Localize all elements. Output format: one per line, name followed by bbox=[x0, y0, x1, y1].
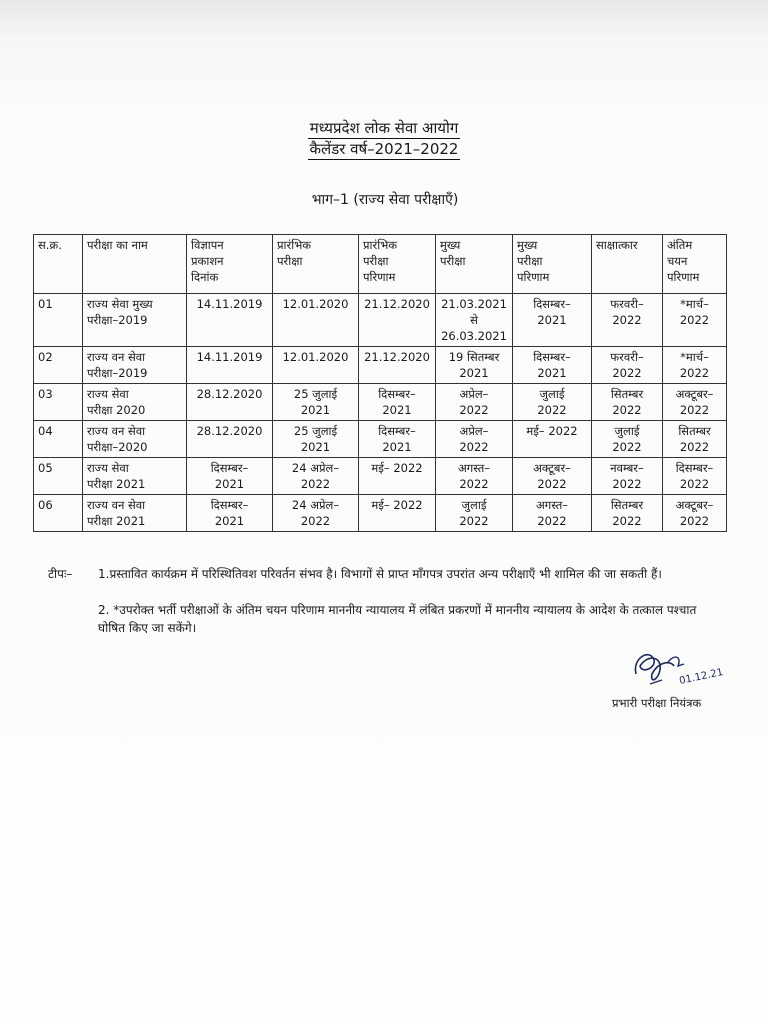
table-cell bbox=[436, 458, 513, 495]
table-cell bbox=[273, 421, 359, 458]
table-cell bbox=[273, 347, 359, 384]
table-cell bbox=[359, 294, 436, 347]
column-header-label: विज्ञापन प्रकाशन दिनांक bbox=[191, 238, 224, 284]
table-cell-text: दिसम्बर– 2021 bbox=[533, 350, 571, 380]
column-header-label: परीक्षा का नाम bbox=[87, 238, 148, 252]
table-cell bbox=[663, 458, 727, 495]
table-cell-text: 21.12.2020 bbox=[364, 350, 430, 364]
table-header-row bbox=[34, 235, 727, 294]
table-cell-text: सितम्बर 2022 bbox=[610, 387, 644, 417]
table-cell bbox=[592, 294, 663, 347]
table-cell-text: दिसम्बर– 2022 bbox=[675, 461, 714, 491]
table-cell bbox=[34, 384, 83, 421]
table-cell-text: 14.11.2019 bbox=[196, 350, 263, 364]
title-line-2: कैलेंडर वर्ष–2021–2022 bbox=[309, 140, 459, 158]
table-cell-text: मई– 2022 bbox=[371, 461, 423, 475]
table-cell-text: नवम्बर– 2022 bbox=[610, 461, 644, 491]
exam-calendar-table bbox=[33, 234, 727, 532]
table-cell-text: अक्टूबर– 2022 bbox=[533, 461, 571, 491]
table-cell bbox=[592, 421, 663, 458]
table-cell-text: 02 bbox=[38, 350, 53, 364]
table-cell bbox=[436, 347, 513, 384]
table-body bbox=[34, 294, 727, 532]
table-cell-text: फरवरी– 2022 bbox=[610, 297, 644, 327]
table-cell-text: राज्य सेवा परीक्षा 2021 bbox=[87, 461, 146, 491]
table-cell-text: 28.12.2020 bbox=[196, 424, 263, 438]
table-cell-text: 12.01.2020 bbox=[282, 297, 349, 311]
table-cell-text: मई– 2022 bbox=[371, 498, 423, 512]
table-cell bbox=[187, 294, 273, 347]
table-cell bbox=[83, 421, 187, 458]
table-cell bbox=[592, 384, 663, 421]
table-cell bbox=[663, 384, 727, 421]
table-cell bbox=[663, 495, 727, 532]
table-cell-text: 24 अप्रेल– 2022 bbox=[291, 461, 340, 491]
column-header-label: अंतिम चयन परिणाम bbox=[667, 238, 700, 284]
table-cell bbox=[513, 384, 592, 421]
table-cell bbox=[83, 347, 187, 384]
table-cell-text: जुलाई 2022 bbox=[537, 387, 567, 417]
column-header-label: प्रारंभिक परीक्षा परिणाम bbox=[363, 238, 398, 284]
table-row bbox=[34, 495, 727, 532]
table-cell-text: 12.01.2020 bbox=[282, 350, 349, 364]
table-row bbox=[34, 458, 727, 495]
table-cell-text: जुलाई 2022 bbox=[612, 424, 642, 454]
column-header bbox=[436, 235, 513, 294]
table-cell bbox=[273, 384, 359, 421]
document-title bbox=[268, 118, 500, 160]
column-header-label: स.क्र. bbox=[38, 238, 62, 252]
table-cell bbox=[663, 347, 727, 384]
table-cell bbox=[83, 495, 187, 532]
table-cell-text: अक्टूबर– 2022 bbox=[675, 498, 714, 528]
table-cell bbox=[436, 384, 513, 421]
table-cell bbox=[83, 384, 187, 421]
table-cell-text: राज्य वन सेवा परीक्षा–2019 bbox=[87, 350, 148, 380]
notes-label: टीपः– bbox=[48, 567, 73, 581]
table-cell-text: राज्य सेवा मुख्य परीक्षा–2019 bbox=[87, 297, 153, 327]
column-header-label: प्रारंभिक परीक्षा bbox=[277, 238, 312, 268]
table-cell-text: दिसम्बर– 2021 bbox=[210, 461, 249, 491]
column-header bbox=[513, 235, 592, 294]
table-cell bbox=[359, 384, 436, 421]
table-row bbox=[34, 294, 727, 347]
table-cell bbox=[34, 294, 83, 347]
table-cell-text: अगस्त– 2022 bbox=[535, 498, 569, 528]
table-cell bbox=[436, 421, 513, 458]
table-cell-text: जुलाई 2022 bbox=[459, 498, 489, 528]
table-cell-text: 25 जुलाई 2021 bbox=[293, 387, 338, 417]
table-cell bbox=[513, 458, 592, 495]
section-subtitle: भाग–1 (राज्य सेवा परीक्षाएँ) bbox=[311, 192, 459, 208]
table-cell bbox=[663, 294, 727, 347]
table-cell-text: अक्टूबर– 2022 bbox=[675, 387, 714, 417]
table-cell bbox=[187, 495, 273, 532]
column-header-label: मुख्य परीक्षा परिणाम bbox=[517, 238, 550, 284]
table-cell-text: 25 जुलाई 2021 bbox=[293, 424, 338, 454]
table-cell-text: सितम्बर 2022 bbox=[610, 498, 644, 528]
table-cell bbox=[34, 495, 83, 532]
table-cell-text: 24 अप्रेल– 2022 bbox=[291, 498, 340, 528]
table-cell bbox=[513, 495, 592, 532]
table-cell-text: 01 bbox=[38, 297, 53, 311]
table-cell-text: अप्रेल– 2022 bbox=[459, 424, 489, 454]
table-cell bbox=[513, 294, 592, 347]
table-cell bbox=[187, 347, 273, 384]
table-cell bbox=[663, 421, 727, 458]
table-cell-text: 14.11.2019 bbox=[196, 297, 263, 311]
table-cell bbox=[83, 458, 187, 495]
table-cell bbox=[273, 458, 359, 495]
column-header bbox=[34, 235, 83, 294]
table-cell bbox=[273, 495, 359, 532]
note-item-2: 2. *उपरोक्त भर्ती परीक्षाओं के अंतिम चयन परिणाम माननीय न्यायालय में लंबित प्रकरणों में माननीय न्यायालय के आदेश के तत्काल पश्चात घोषित किए जा सकेंगे। bbox=[98, 603, 697, 635]
column-header bbox=[359, 235, 436, 294]
table-cell bbox=[592, 495, 663, 532]
table-cell bbox=[513, 347, 592, 384]
table-cell-text: दिसम्बर– 2021 bbox=[378, 424, 416, 454]
table-cell-text: दिसम्बर– 2021 bbox=[210, 498, 249, 528]
table-cell-text: 03 bbox=[38, 387, 53, 401]
table-cell-text: राज्य वन सेवा परीक्षा–2020 bbox=[87, 424, 148, 454]
table-cell bbox=[592, 347, 663, 384]
table-cell-text: *मार्च– 2022 bbox=[679, 297, 710, 327]
table-cell-text: अप्रेल– 2022 bbox=[459, 387, 489, 417]
column-header bbox=[592, 235, 663, 294]
table-cell-text: 06 bbox=[38, 498, 53, 512]
column-header bbox=[83, 235, 187, 294]
table-cell bbox=[359, 347, 436, 384]
table-cell bbox=[187, 384, 273, 421]
column-header bbox=[273, 235, 359, 294]
table-cell bbox=[34, 347, 83, 384]
table-cell bbox=[34, 421, 83, 458]
table-row bbox=[34, 347, 727, 384]
table-cell-text: राज्य सेवा परीक्षा 2020 bbox=[87, 387, 146, 417]
table-cell-text: राज्य वन सेवा परीक्षा 2021 bbox=[87, 498, 146, 528]
table-cell bbox=[273, 294, 359, 347]
note-item-1: 1.प्रस्तावित कार्यक्रम में परिस्थितिवश परिवर्तन संभव है। विभागों से प्राप्त माँगपत्र उपरांत अन्य परीक्षाएँ भी शामिल की जा सकती हैं। bbox=[98, 567, 662, 581]
table-cell bbox=[359, 495, 436, 532]
table-cell bbox=[187, 421, 273, 458]
table-row bbox=[34, 421, 727, 458]
table-cell-text: 28.12.2020 bbox=[196, 387, 263, 401]
table-cell-text: 21.03.2021 से 26.03.2021 bbox=[441, 297, 507, 343]
table-cell-text: अगस्त– 2022 bbox=[457, 461, 491, 491]
table-cell-text: 04 bbox=[38, 424, 53, 438]
table-cell-text: *मार्च– 2022 bbox=[679, 350, 710, 380]
table-cell-text: 05 bbox=[38, 461, 53, 475]
table-cell bbox=[436, 495, 513, 532]
title-line-1: मध्यप्रदेश लोक सेवा आयोग bbox=[309, 119, 459, 137]
table-cell bbox=[513, 421, 592, 458]
table-cell bbox=[83, 294, 187, 347]
column-header bbox=[663, 235, 727, 294]
table-cell-text: 21.12.2020 bbox=[364, 297, 430, 311]
table-row bbox=[34, 384, 727, 421]
table-cell-text: फरवरी– 2022 bbox=[610, 350, 644, 380]
table-cell bbox=[34, 458, 83, 495]
handwritten-signature bbox=[628, 644, 724, 692]
column-header bbox=[187, 235, 273, 294]
column-header-label: मुख्य परीक्षा bbox=[440, 238, 466, 268]
table-cell-text: 19 सितम्बर 2021 bbox=[448, 350, 500, 380]
table-cell bbox=[359, 421, 436, 458]
table-cell bbox=[436, 294, 513, 347]
column-header-label: साक्षात्कार bbox=[596, 238, 638, 252]
signer-title: प्रभारी परीक्षा नियंत्रक bbox=[612, 696, 702, 710]
table-cell bbox=[187, 458, 273, 495]
table-cell-text: मई– 2022 bbox=[526, 424, 578, 438]
signature-date: 01.12.21 bbox=[678, 666, 724, 687]
table-cell bbox=[359, 458, 436, 495]
table-cell-text: सितम्बर 2022 bbox=[678, 424, 711, 454]
table-cell bbox=[592, 458, 663, 495]
table-cell-text: दिसम्बर– 2021 bbox=[378, 387, 416, 417]
table-cell-text: दिसम्बर– 2021 bbox=[533, 297, 571, 327]
